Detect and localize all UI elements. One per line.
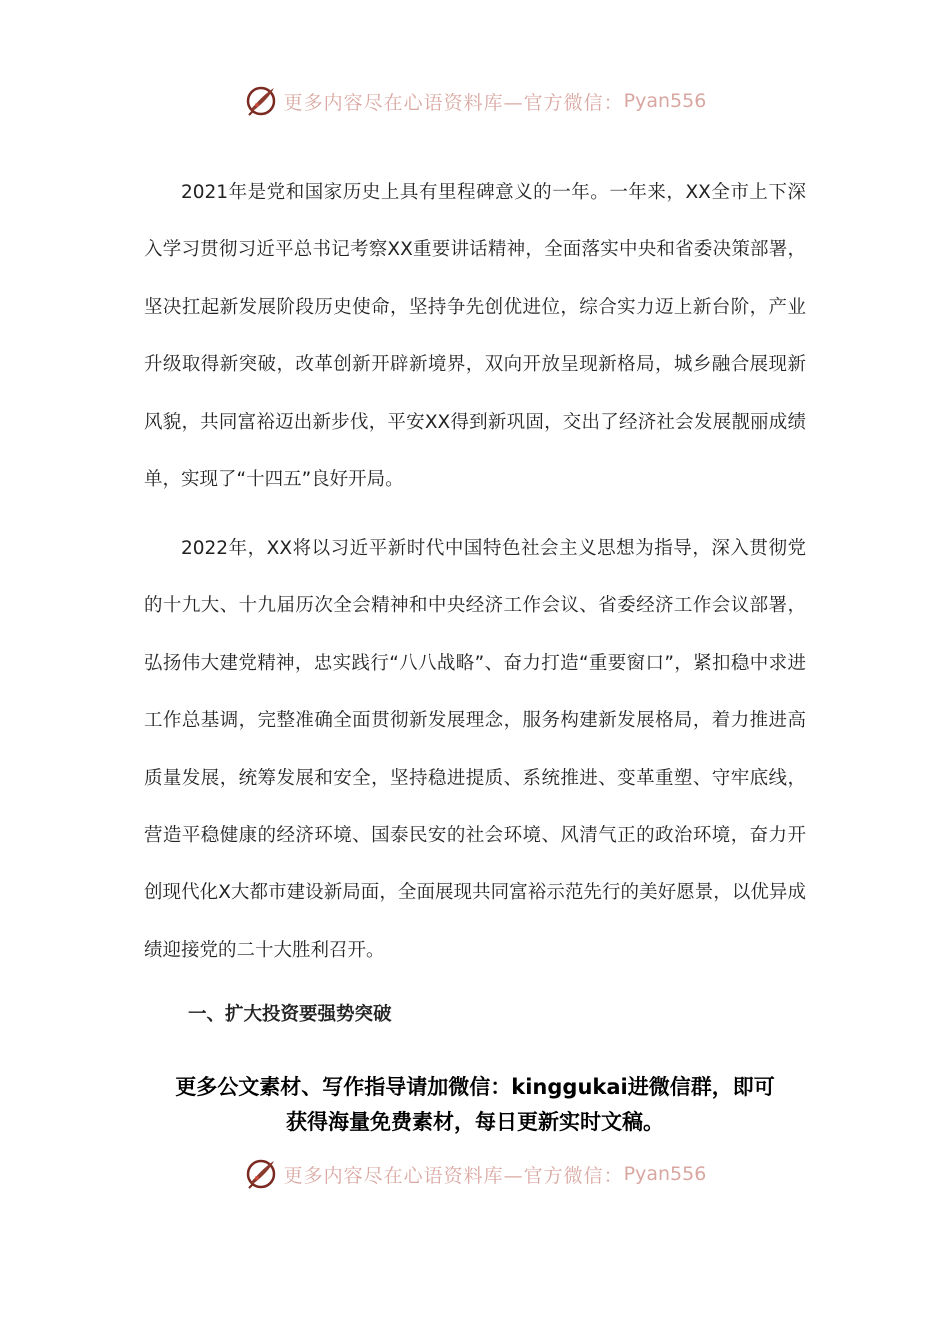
promo-line-2: 获得海量免费素材，每日更新实时文稿。 (286, 1110, 664, 1134)
promo-line-1: 更多公文素材、写作指导请加微信：kinggukai进微信群，即可 (175, 1075, 775, 1099)
paragraph-2: 2022年，XX将以习近平新时代中国特色社会主义思想为指导，深入贯彻党的十九大、十九届历次全会精神和中央经济工作会议、省委经济工作会议部署，弘扬伟大建党精神，忠实践行“八八战略”、奋力打造“重要窗口”，紧扣稳中求进工作总基调，完整准确全面贯彻新发展理念，服务构建新发展格局，着力推进高质量发展，统筹发展和安全，坚持稳进提质、系统推进、变革重塑、守牢底线，营造平稳健康的经济环境、国泰民安的社会环境、风清气正的政治环境，奋力开创现代化X大都市建设新局面，全面展现共同富裕示范先行的美好愿景，以优异成绩迎接党的二十大胜利召开。 (144, 538, 806, 961)
watermark-wechat-id: Pyan556 (623, 90, 707, 112)
watermark-text: 更多内容尽在心语资料库—官方微信： (283, 91, 624, 114)
footer-watermark (0, 1157, 950, 1191)
watermark-text: 更多内容尽在心语资料库—官方微信： (283, 1164, 624, 1187)
promo-block (110, 1070, 840, 1140)
paragraph-1: 2021年是党和国家历史上具有里程碑意义的一年。一年来，XX全市上下深入学习贯彻习近平总书记考察XX重要讲话精神，全面落实中央和省委决策部署，坚决扛起新发展阶段历史使命，坚持争先创优进位，综合实力迈上新台阶，产业升级取得新突破，改革创新开辟新境界，双向开放呈现新格局，城乡融合展现新风貌，共同富裕迈出新步伐，平安XX得到新巩固，交出了经济社会发展靓丽成绩单，实现了“十四五”良好开局。 (144, 182, 806, 491)
quill-logo-icon (244, 84, 278, 118)
header-watermark (0, 84, 950, 118)
quill-logo-icon (244, 1157, 278, 1191)
watermark-wechat-id: Pyan556 (623, 1163, 707, 1185)
section-heading: 一、扩大投资要强势突破 (188, 1004, 392, 1025)
